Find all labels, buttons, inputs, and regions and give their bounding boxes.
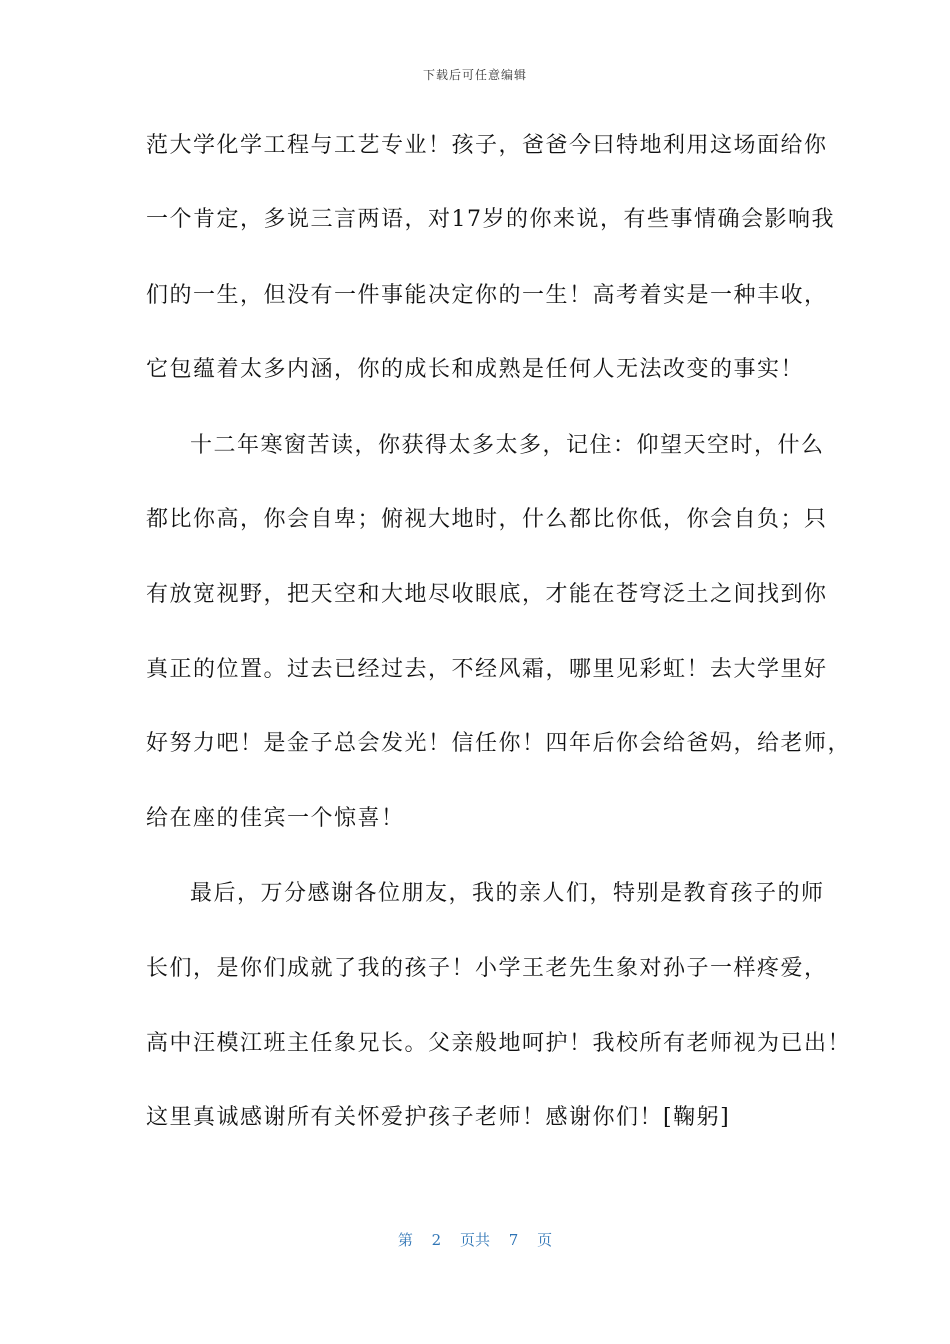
body-line: 长们，是你们成就了我的孩子！小学王老先生象对孙子一样疼爱，	[146, 956, 828, 981]
body-line: 这里真诚感谢所有关怀爱护孩子老师！感谢你们！[鞠躬]	[146, 1105, 731, 1130]
body-line: 们的一生，但没有一件事能决定你的一生！高考着实是一种丰收，	[146, 283, 828, 308]
page-header: 下载后可任意编辑	[422, 68, 527, 82]
body-line: 它包蕴着太多内涵，你的成长和成熟是任何人无法改变的事实！	[146, 357, 805, 382]
footer-current-page: 2	[431, 1231, 442, 1249]
page-footer	[0, 1229, 950, 1250]
body-line: 高中汪模江班主任象兄长。父亲般地呵护！我校所有老师视为已出！	[146, 1031, 852, 1056]
paragraph-start-line: 十二年寒窗苦读，你获得太多太多，记住：仰望天空时，什么	[190, 433, 825, 458]
body-line: 给在座的佳宾一个惊喜！	[146, 806, 405, 831]
body-line: 好努力吧！是金子总会发光！信任你！四年后你会给爸妈，给老师，	[146, 731, 852, 756]
paragraph-start-line: 最后，万分感谢各位朋友，我的亲人们，特别是教育孩子的师	[190, 881, 825, 906]
footer-ye-gong: 页共	[459, 1231, 490, 1249]
body-line: 范大学化学工程与工艺专业！孩子，爸爸今曰特地利用这场面给你	[146, 133, 828, 158]
footer-di: 第	[397, 1231, 413, 1249]
body-line: 一个肯定，多说三言两语，对17岁的你来说，有些事情确会影响我	[146, 207, 835, 232]
body-line: 有放宽视野，把天空和大地尽收眼底，才能在苍穹泛土之间找到你	[146, 582, 828, 607]
body-line: 都比你高，你会自卑；俯视大地时，什么都比你低，你会自负；只	[146, 507, 828, 532]
footer-total-pages: 7	[508, 1231, 519, 1249]
footer-ye: 页	[537, 1231, 553, 1249]
body-line: 真正的位置。过去已经过去，不经风霜，哪里见彩虹！去大学里好	[146, 657, 828, 682]
